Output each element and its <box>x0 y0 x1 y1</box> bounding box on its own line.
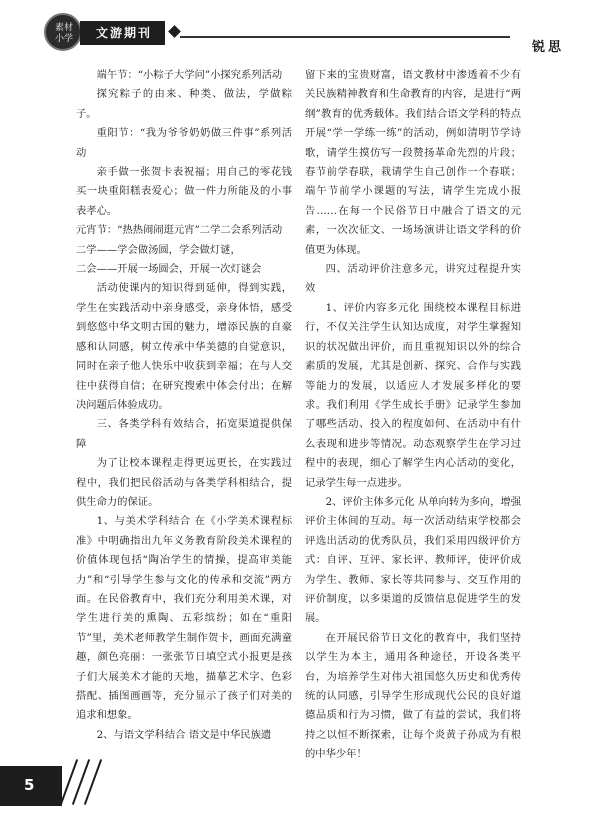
page-number: 5 <box>24 776 35 794</box>
paragraph: 为了让校本课程走得更远更长，在实践过程中，我们把民俗活动与各类学科相结合，提供生命力的保证。 <box>76 457 292 508</box>
header-divider <box>180 36 510 38</box>
paragraph: 端午节：“小粽子大学问”小探究系列活动 <box>96 69 283 81</box>
logo-text-bottom: 小学 <box>55 34 74 44</box>
paragraph: 亲手做一张贺卡表祝福；用自己的零花钱买一块重阳糕表爱心；做一件力所能及的小事表孝心。 <box>76 166 292 217</box>
section-title: 锐思 <box>531 40 564 55</box>
page-header <box>0 0 600 62</box>
paragraph: 活动使课内的知识得到延伸，得到实践，学生在实践活动中亲身感受，亲身体悟，感受到悠悠中华文明古国的魅力，增添民族的自豪感和认同感，树立传承中华美德的自觉意识，同时在亲子他人快乐中收获到幸福；在与人交往中获得自信；在研究搜索中体会付出；在解决问题后体验成功。 <box>76 282 292 411</box>
paragraph: 1、评价内容多元化 围绕校本课程目标进行，不仅关注学生认知达成度，对学生掌握知识的状况做出评价，而且重视知识以外的综合素质的发展，尤其是创新、探究、合作与实践等能力的发展，以适应人才发展多样化的要求。我们利用《学生成长手册》记录学生参加了哪些活动、投入的程度如何、在活动中有什么表现和进步等情况。动态观察学生在学习过程中的表现，细心了解学生内心活动的变化，记录学生每一点进步。 <box>305 301 521 489</box>
right-text-column <box>305 66 521 765</box>
paragraph: 二会——开展一场圆会，开展一次灯谜会 <box>76 263 262 276</box>
paragraph: 二学——学会做汤圆，学会做灯谜， <box>76 243 241 256</box>
paragraph: 三、各类学科有效结合，拓宽渠道提供保障 <box>76 418 292 450</box>
paragraph: 留下来的宝贵财富，语文教材中渗透着不少有关民族精神教育和生命教育的内容，是进行“两纲”教育的优秀载体。我们结合语文学科的特点开展“学一学练一练”的活动，例如清明节学诗歌，请学生摸仿写一段赞扬革命先烈的片段；春节前学春联，栽请学生自己创作一个春联；端午节前学小课题的写法，请学生完成小报告……在每一个民俗节日中融合了语文的元素，一次次征文、一场场演讲让语文学科的价值更为体现。 <box>305 69 521 256</box>
paragraph: 重阳节：“我为爷爷奶奶做三件事”系列活动 <box>76 127 292 159</box>
paragraph: 2、评价主体多元化 从单向转为多向，增强评价主体间的互动。每一次活动结束学校都会评选出活动的优秀队员，我们采用四级评价方式：自评、互评、家长评、教师评，使评价成为学生、教师、家长等共同参与、交互作用的评价制度，以多渠道的反馈信息促进学生的发展。 <box>305 495 521 625</box>
left-text-column <box>76 66 292 745</box>
page-number-box <box>0 766 62 806</box>
diamond-icon <box>168 25 181 38</box>
paragraph: 2、与语文学科结合 语文是中华民族遗 <box>96 728 272 741</box>
paragraph: 四、活动评价注意多元，讲究过程提升实效 <box>305 263 521 295</box>
paragraph: 在开展民俗节日文化的教育中，我们坚持以学生为本主，通用各种途径，开设各类平台，为培养学生对伟大祖国悠久历史和优秀传统的认同感，引导学生形成现代公民的良好道德品质和行为习惯，做了有益的尝试，我们将持之以恒不断探索，让每个炎黄子孙成为有根的中华少年！ <box>305 631 521 761</box>
logo-text-top: 素材 <box>55 23 74 33</box>
journal-title: 文游期刊 <box>80 21 165 45</box>
journal-logo-icon <box>44 13 82 51</box>
page-footer <box>0 746 600 814</box>
paragraph: 探究粽子的由来、种类、做法，学做粽子。 <box>76 88 292 120</box>
paragraph: 元宵节：“热热闹闹逛元宵”二学二会系列活动 <box>76 224 283 237</box>
paragraph: 1、与美术学科结合 在《小学美术课程标准》中明确指出九年义务教育阶段美术课程的价值体现包括“陶冶学生的情操，提高审美能力”和“引导学生参与文化的传承和交流”两方面。在民俗教育中，我们充分利用美术课，对学生进行美的熏陶、五彩缤纷；如在“重阳节”里，美术老师教学生制作贺卡，画面充满童趣，颜色亮丽：一张张节日填空式小报更是孩子们大展美术才能的天地，描摹艺术字、色彩搭配、插图画画等，充分显示了孩子们对美的追求和想象。 <box>76 515 292 722</box>
